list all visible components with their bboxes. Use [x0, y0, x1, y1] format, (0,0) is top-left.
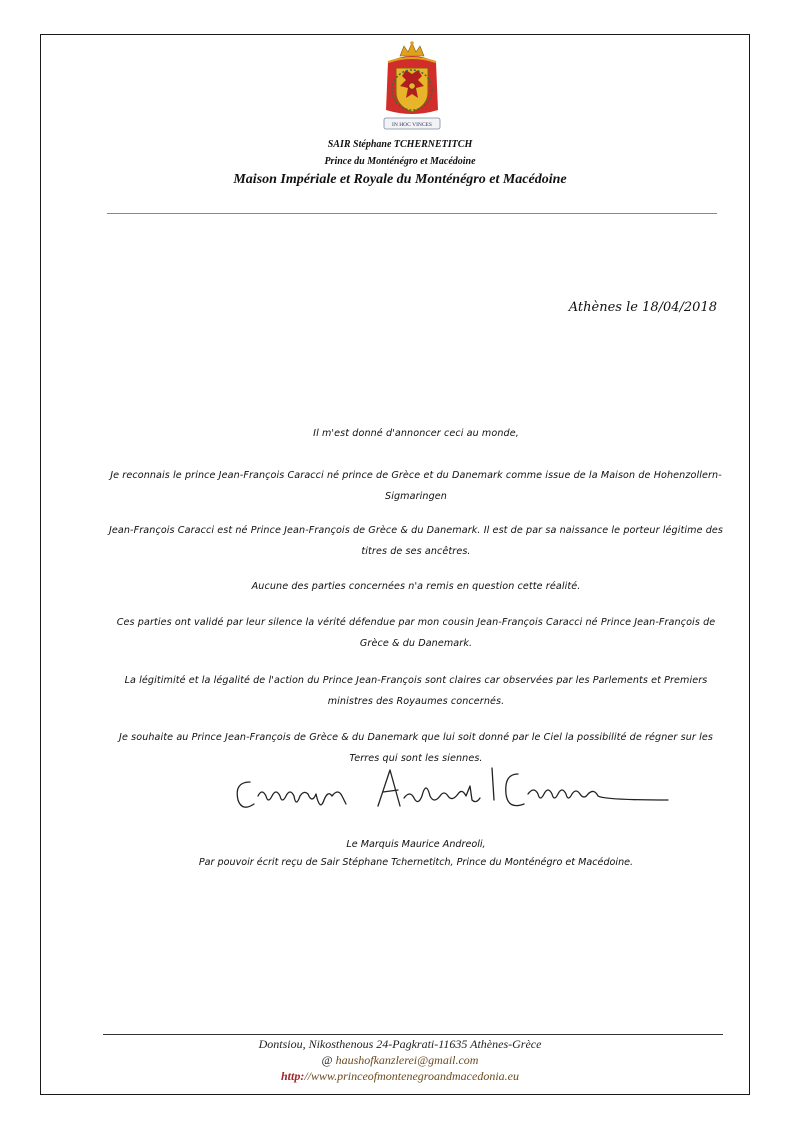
- body-paragraph-4: Aucune des parties concernées n'a remis en question cette réalité.: [251, 581, 581, 592]
- body-paragraph-6: La légitimité et la légalité de l'action du Prince Jean-François sont claires car observées par les Parlements et Premiers ministres des Royaumes concernés.: [124, 675, 708, 707]
- footer-email[interactable]: haushofkanzlerei@gmail.com: [335, 1053, 479, 1067]
- body-paragraph-1: Il m'est donné d'annoncer ceci au monde,: [313, 428, 519, 439]
- signatory-authority: Par pouvoir écrit reçu de Sair Stéphane Tchernetitch, Prince du Monténégro et Macédoine.: [198, 857, 634, 868]
- handwritten-signature: [228, 760, 673, 824]
- footer-website-line: [40, 1069, 760, 1084]
- signatory-name: Le Marquis Maurice Andreoli,: [346, 839, 486, 850]
- document-date: Athènes le 18/04/2018: [568, 300, 717, 315]
- footer-website[interactable]: //www.princeofmontenegroandmacedonia.eu: [304, 1069, 519, 1083]
- royal-coat-of-arms-icon: [378, 40, 446, 136]
- footer-divider: [103, 1034, 723, 1035]
- header-divider: [107, 213, 717, 214]
- document-page: [40, 34, 750, 1095]
- footer-address: Dontsiou, Nikosthenous 24-Pagkrati-11635 Athènes-Grèce: [258, 1037, 542, 1051]
- header-house: Maison Impériale et Royale du Monténégro et Macédoine: [233, 172, 567, 187]
- email-prefix: @: [321, 1053, 336, 1067]
- website-prefix: http:: [281, 1069, 305, 1083]
- body-paragraph-5: Ces parties ont validé par leur silence la vérité défendue par mon cousin Jean-François Caracci né Prince Jean-François de Grèce & du Danemark.: [116, 617, 716, 649]
- header-name: SAIR Stéphane TCHERNETITCH: [327, 139, 473, 150]
- body-paragraph-3: Jean-François Caracci est né Prince Jean-François de Grèce & du Danemark. Il est de par sa naissance le porteur légitime des titres de ses ancêtres.: [108, 525, 724, 557]
- footer-email-line: [40, 1053, 760, 1068]
- body-paragraph-7: Je souhaite au Prince Jean-François de Grèce & du Danemark que lui soit donné par le Ciel la possibilité de régner sur les Terres qui sont les siennes.: [119, 732, 713, 764]
- header-title: Prince du Monténégro et Macédoine: [324, 156, 476, 167]
- crest-motto: IN HOC VINCES: [392, 122, 432, 128]
- body-paragraph-2: Je reconnais le prince Jean-François Caracci né prince de Grèce et du Danemark comme issue de la Maison de Hohenzollern-Sigmaringen: [110, 470, 722, 502]
